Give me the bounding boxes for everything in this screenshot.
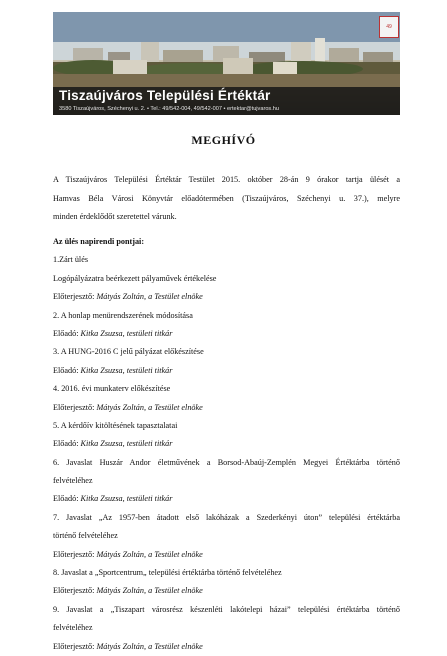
intro-line: minden érdeklődőt szeretettel várunk.: [53, 212, 177, 221]
presenter-label: Előadó:: [53, 439, 81, 449]
presenter-label: Előterjesztő:: [53, 641, 97, 651]
presenter-label: Előterjesztő:: [53, 292, 97, 302]
presenter-label: Előterjesztő:: [53, 402, 97, 412]
presenter-name: Mátyás Zoltán, a Testület elnöke: [96, 586, 203, 596]
agenda-item: történő felvételéhez: [53, 531, 118, 541]
banner-contact-line: 3580 Tiszaújváros, Széchenyi u. 2. • Tel.: 49/542-004, 49/542-007 • ertektar@tujvaros.hu: [59, 106, 280, 112]
agenda-items: [53, 251, 400, 656]
intro-paragraph: [53, 171, 400, 227]
agenda-item: Logópályázatra beérkezett pályaművek értékelése: [53, 273, 217, 283]
document-heading: MEGHÍVÓ: [191, 133, 256, 147]
logo-badge: 49: [379, 16, 399, 38]
presenter-name: Kitka Zsuzsa, testületi titkár: [80, 365, 173, 375]
agenda-presenter: [53, 546, 400, 564]
agenda-presenter: [53, 490, 400, 508]
agenda-item: 2. A honlap menürendszerének módosítása: [53, 310, 193, 320]
agenda-item: 9. Javaslat a „Tiszapart városrész készenléti lakótelepi házai” települési értéktárba történő: [53, 604, 400, 614]
presenter-name: Mátyás Zoltán, a Testület elnöke: [96, 549, 203, 559]
intro-line: Hamvas Béla Városi Könyvtár előadótermében (Tiszaújváros, Széchenyi u. 37.), melyre: [53, 193, 400, 203]
agenda-presenter: [53, 325, 400, 343]
agenda-item: 8. Javaslat a „Sportcentrum„ települési értéktárba történő felvételéhez: [53, 568, 282, 578]
agenda-presenter: [53, 638, 400, 656]
presenter-name: Mátyás Zoltán, a Testület elnöke: [96, 292, 203, 302]
agenda-presenter: [53, 435, 400, 453]
banner-title: Tiszaújváros Települési Értéktár: [59, 88, 271, 103]
agenda-presenter: [53, 399, 400, 417]
agenda-item: 6. Javaslat Huszár Andor életművének a Borsod-Abaúj-Zemplén Megyei Értéktárba történő: [53, 457, 400, 467]
agenda-presenter: [53, 362, 400, 380]
agenda-item: felvételéhez: [53, 623, 93, 633]
agenda-list: [53, 233, 400, 656]
presenter-label: Előadó:: [53, 494, 81, 504]
presenter-name: Mátyás Zoltán, a Testület elnöke: [96, 402, 203, 412]
presenter-label: Előterjesztő:: [53, 586, 97, 596]
agenda-title: Az ülés napirendi pontjai:: [53, 237, 145, 246]
presenter-name: Kitka Zsuzsa, testületi titkár: [80, 439, 173, 449]
presenter-label: Előterjesztő:: [53, 549, 97, 559]
agenda-item: 1.Zárt ülés: [53, 255, 89, 265]
intro-line: A Tiszaújváros Települési Értéktár Testület 2015. október 28-án 9 órakor tartja ülését a: [53, 175, 400, 184]
agenda-item: 7. Javaslat „Az 1957-ben átadott első lakóházak a Szederkényi úton” települési értéktárba: [53, 512, 400, 522]
agenda-item: 3. A HUNG-2016 C jelű pályázat előkészítése: [53, 347, 204, 357]
presenter-name: Mátyás Zoltán, a Testület elnöke: [96, 641, 203, 651]
agenda-presenter: [53, 582, 400, 600]
presenter-name: Kitka Zsuzsa, testületi titkár: [80, 328, 173, 338]
header-banner: [53, 12, 400, 115]
agenda-item: 5. A kérdőív kitöltésének tapasztalatai: [53, 420, 178, 430]
presenter-label: Előadó:: [53, 365, 81, 375]
agenda-presenter: [53, 288, 400, 306]
agenda-item: 4. 2016. évi munkaterv előkészítése: [53, 384, 171, 394]
presenter-name: Kitka Zsuzsa, testületi titkár: [80, 494, 173, 504]
presenter-label: Előadó:: [53, 328, 81, 338]
agenda-item: felvételéhez: [53, 476, 93, 486]
